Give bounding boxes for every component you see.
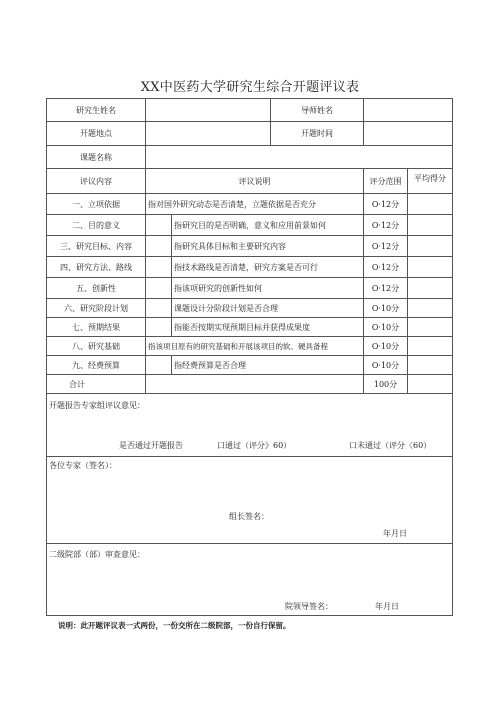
row-score-field[interactable] xyxy=(408,337,453,356)
experts-block xyxy=(47,457,452,543)
table-row xyxy=(47,257,453,278)
table-row xyxy=(47,356,453,375)
row-score-field[interactable] xyxy=(408,257,453,278)
student-name-label: 研究生姓名 xyxy=(47,99,146,122)
row-description: 指对国外研究动态是否清楚，立题依据是否充分 xyxy=(146,194,364,215)
leader-sign-label: 组长签名： xyxy=(229,512,269,521)
row-spacer xyxy=(146,215,172,236)
total-range: 100分 xyxy=(364,375,408,394)
header-row xyxy=(47,169,453,194)
dept-label: 二级院部（部）审查意见： xyxy=(49,550,145,559)
review-form-table xyxy=(46,98,453,616)
row-spacer xyxy=(146,278,172,299)
location-field[interactable] xyxy=(146,122,271,146)
topic-field[interactable] xyxy=(146,146,453,169)
row-spacer xyxy=(146,356,172,375)
row-range: O·12分 xyxy=(364,257,408,278)
table-row xyxy=(47,299,453,318)
header-content: 评议内容 xyxy=(47,169,146,194)
total-description xyxy=(146,375,364,394)
row-score-field[interactable] xyxy=(408,278,453,299)
row-range: O·12分 xyxy=(364,236,408,257)
row-spacer xyxy=(146,299,172,318)
row-range: O·12分 xyxy=(364,215,408,236)
row-description: 指经费预算是否合理 xyxy=(172,356,364,375)
row-item: 八、研究基础 xyxy=(47,337,146,356)
dept-leader-sign-label: 院领导签名： xyxy=(285,602,333,611)
row-range: O·10分 xyxy=(364,299,408,318)
student-row xyxy=(47,99,453,122)
row-description: 指研究目的是否明确，意义和应用前景如何 xyxy=(172,215,364,236)
header-average: 平均得分 xyxy=(408,169,453,194)
row-item: 五、创新性 xyxy=(47,278,146,299)
row-item: 九、经费预算 xyxy=(47,356,146,375)
total-score-field[interactable] xyxy=(408,375,453,394)
experts-date: 年月日 xyxy=(383,529,407,538)
row-range: O·10分 xyxy=(364,356,408,375)
student-name-field[interactable] xyxy=(146,99,271,122)
row-spacer xyxy=(146,257,172,278)
time-label: 开题时间 xyxy=(271,122,364,146)
row-description: 课题设计分阶段计划是否合理 xyxy=(172,299,364,318)
row-description: 指研究具体目标和主要研究内容 xyxy=(172,236,364,257)
header-description: 评议说明 xyxy=(146,169,364,194)
row-description: 指技术路线是否清楚，研究方案是否可行 xyxy=(172,257,364,278)
row-spacer xyxy=(146,318,172,337)
table-row xyxy=(47,318,453,337)
pass-question: 是否通过开题报告 xyxy=(119,441,183,450)
row-range: O·12分 xyxy=(364,278,408,299)
advisor-name-label: 导师姓名 xyxy=(271,99,364,122)
opinion-label: 开题报告专家组评议意见： xyxy=(49,401,145,410)
experts-row xyxy=(47,457,453,544)
time-field[interactable] xyxy=(364,122,453,146)
row-range: O·12分 xyxy=(364,194,408,215)
topic-row xyxy=(47,146,453,169)
advisor-name-field[interactable] xyxy=(364,99,453,122)
row-item: 六、研究阶段计划 xyxy=(47,299,146,318)
row-score-field[interactable] xyxy=(408,318,453,337)
row-item: 一、立项依据 xyxy=(47,194,146,215)
dept-row xyxy=(47,544,453,616)
fail-checkbox[interactable]: 口未通过（评分〈60） xyxy=(349,441,432,450)
location-label: 开题地点 xyxy=(47,122,146,146)
dept-date: 年月日 xyxy=(375,602,399,611)
row-item: 四、研究方法、路线 xyxy=(47,257,146,278)
dept-block xyxy=(47,544,452,615)
total-row xyxy=(47,375,453,394)
pass-checkbox[interactable]: 口通过（评分》60） xyxy=(217,441,292,450)
topic-label: 课题名称 xyxy=(47,146,146,169)
row-description: 指该项目原有的研究基础和开展该项目的软、硬具备程 xyxy=(146,337,364,356)
row-description: 指能否按期实现预期目标并获得成果度 xyxy=(172,318,364,337)
header-range: 评分范围 xyxy=(364,169,408,194)
row-spacer xyxy=(146,236,172,257)
row-score-field[interactable] xyxy=(408,299,453,318)
opinion-row xyxy=(47,394,453,457)
row-score-field[interactable] xyxy=(408,236,453,257)
row-item: 二、目的意义 xyxy=(47,215,146,236)
table-row xyxy=(47,215,453,236)
table-row xyxy=(47,236,453,257)
footnote: 说明：此开题评议表一式两份，一份交所在二级院部，一份自行保留。 xyxy=(58,621,291,630)
row-score-field[interactable] xyxy=(408,194,453,215)
table-row xyxy=(47,194,453,215)
table-row xyxy=(47,337,453,356)
row-description: 指该项研究的创新性如何 xyxy=(172,278,364,299)
experts-label: 各位专家（签名）： xyxy=(49,461,117,470)
table-row xyxy=(47,278,453,299)
row-score-field[interactable] xyxy=(408,215,453,236)
row-item: 三、研究目标、内容 xyxy=(47,236,146,257)
total-label: 合计 xyxy=(47,375,146,394)
row-range: O·10分 xyxy=(364,318,408,337)
row-range: O·10分 xyxy=(364,337,408,356)
form-title: XX中医药大学研究生综合开题评议表 xyxy=(140,80,360,95)
row-score-field[interactable] xyxy=(408,356,453,375)
row-item: 七、预期结果 xyxy=(47,318,146,337)
opinion-block xyxy=(47,394,452,456)
location-row xyxy=(47,122,453,146)
